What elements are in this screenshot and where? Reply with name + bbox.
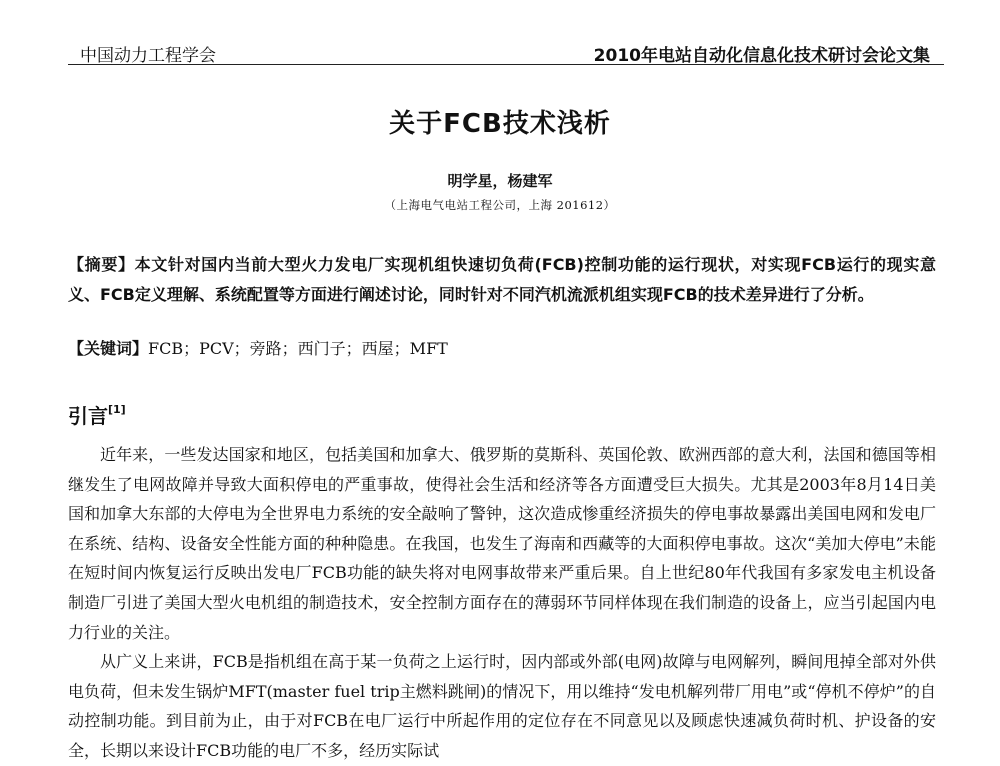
keywords [68, 334, 936, 364]
paragraph: 从广义上来讲，FCB是指机组在高于某一负荷之上运行时，因内部或外部(电网)故障与电网解列，瞬间甩掉全部对外供电负荷，但未发生锅炉MFT(master fuel trip主燃料跳闸)的情况下，用以维持“发电机解列带厂用电”或“停机不停炉”的自动控制功能。到目前为止，由于对FCB在电厂运行中所起作用的定位存在不同意见以及顾虑快速减负荷时机、护设备的安全，长期以来设计FCB功能的电厂不多，经历实际试 [68, 652, 936, 760]
running-header [68, 38, 944, 65]
paper-title: 关于FCB技术浅析 [389, 109, 611, 139]
keywords-label: 【关键词】 [68, 339, 149, 358]
header-society: 中国动力工程学会 [80, 46, 216, 66]
body-text [68, 440, 936, 766]
header-proceedings: 2010年电站自动化信息化技术研讨会论文集 [593, 46, 930, 66]
abstract: 【摘要】本文针对国内当前大型火力发电厂实现机组快速切负荷(FCB)控制功能的运行现状，对实现FCB运行的现实意义、FCB定义理解、系统配置等方面进行阐述讨论，同时针对不同汽机流派机组实现FCB的技术差异进行了分析。 [68, 255, 936, 304]
keywords-text: FCB；PCV；旁路；西门子；西屋；MFT [148, 339, 448, 358]
paragraph: 近年来，一些发达国家和地区，包括美国和加拿大、俄罗斯的莫斯科、英国伦敦、欧洲西部的意大利，法国和德国等相继发生了电网故障并导致大面积停电的严重事故，使得社会生活和经济等各方面遭受巨大损失。尤其是2003年8月14日美国和加拿大东部的大停电为全世界电力系统的安全敲响了警钟，这次造成惨重经济损失的停电事故暴露出美国电网和发电厂在系统、结构、设备安全性能方面的种种隐患。在我国，也发生了海南和西藏等的大面积停电事故。这次“美加大停电”未能在短时间内恢复运行反映出发电厂FCB功能的缺失将对电网事故带来严重后果。自上世纪80年代我国有多家发电主机设备制造厂引进了美国大型火电机组的制造技术，安全控制方面存在的薄弱环节同样体现在我们制造的设备上，应当引起国内电力行业的关注。 [68, 445, 936, 642]
paper-authors: 明学星，杨建军 [447, 172, 553, 190]
section-reference: [1] [108, 403, 126, 417]
author-affiliation: （上海电气电站工程公司，上海 201612） [384, 198, 616, 212]
section-heading [68, 400, 126, 429]
section-title: 引言 [68, 404, 108, 428]
